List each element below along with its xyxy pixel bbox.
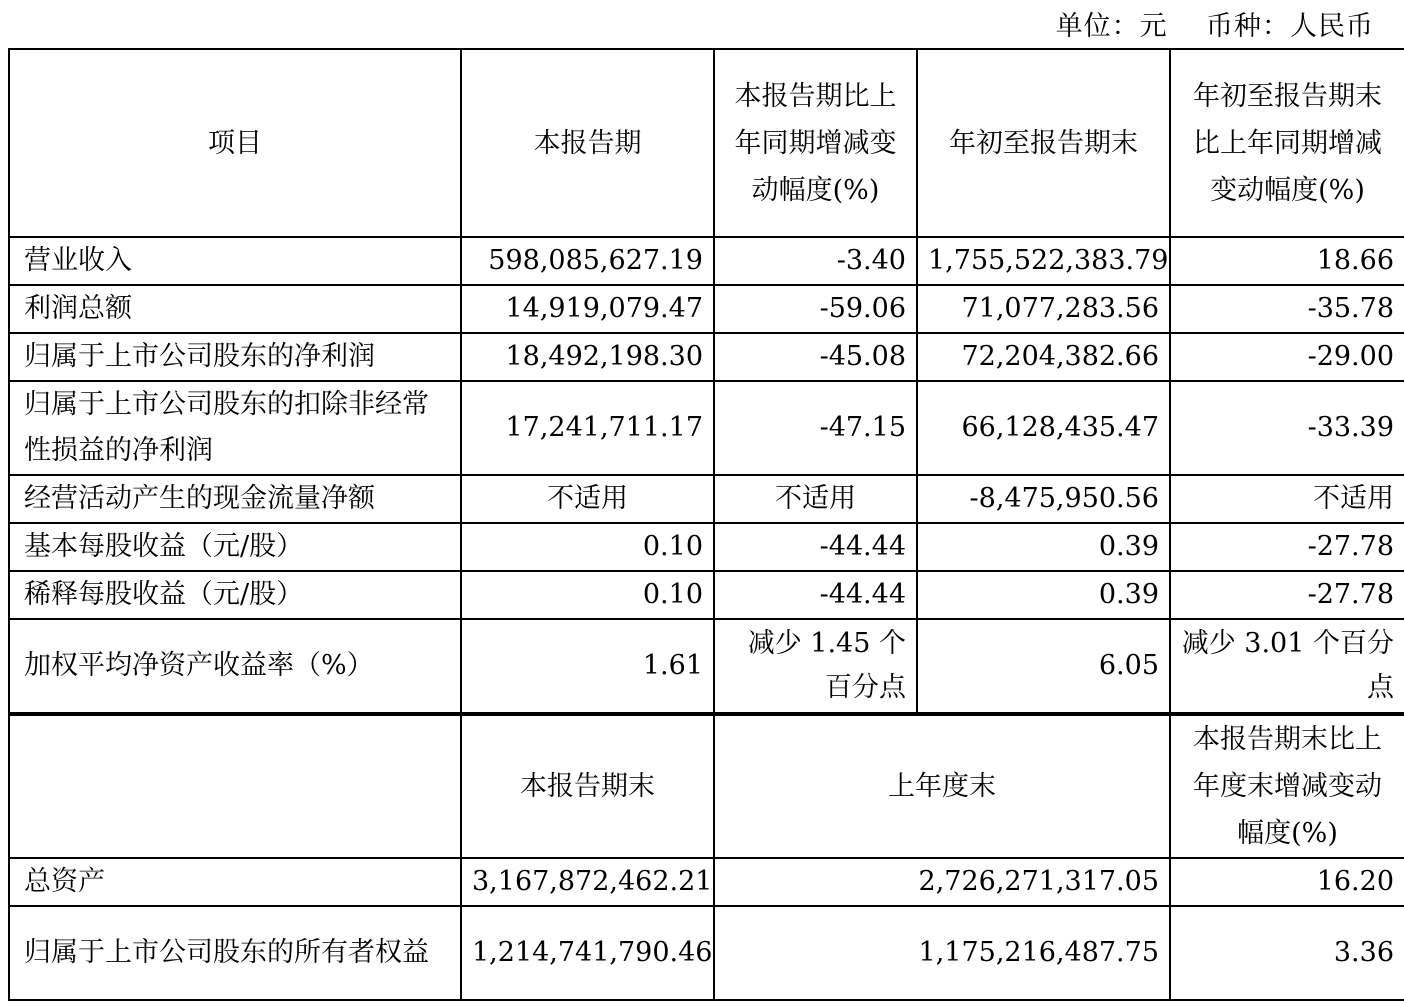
table-row [9, 523, 1404, 571]
header-current-period-end: 本报告期末 [461, 714, 714, 858]
unit-currency-line: 单位：元 币种：人民币 [1055, 11, 1374, 42]
row-label: 总资产 [9, 858, 461, 906]
cell-ytd: 6.05 [917, 619, 1170, 714]
cell-ytd-change: 不适用 [1170, 475, 1404, 523]
cell-current-end: 3,167,872,462.21 [461, 858, 714, 906]
cell-current: 598,085,627.19 [461, 237, 714, 285]
cell-change: 不适用 [714, 475, 917, 523]
cell-ytd-change: -29.00 [1170, 333, 1404, 381]
cell-change: 16.20 [1170, 858, 1404, 906]
row-label: 基本每股收益（元/股） [9, 523, 461, 571]
table-row [9, 906, 1404, 1000]
cell-last-year-end: 2,726,271,317.05 [714, 858, 1170, 906]
cell-ytd-change: -35.78 [1170, 285, 1404, 333]
row-label: 归属于上市公司股东的净利润 [9, 333, 461, 381]
cell-change: -44.44 [714, 523, 917, 571]
header-item-blank [9, 714, 461, 858]
cell-ytd-change: -33.39 [1170, 381, 1404, 475]
cell-ytd: 72,204,382.66 [917, 333, 1170, 381]
row-label: 加权平均净资产收益率（%） [9, 619, 461, 714]
row-label: 稀释每股收益（元/股） [9, 571, 461, 619]
cell-current: 0.10 [461, 571, 714, 619]
header-last-year-end: 上年度末 [714, 714, 1170, 858]
header-period-end-change: 本报告期末比上年度末增减变动幅度(%) [1170, 714, 1404, 858]
cell-current: 18,492,198.30 [461, 333, 714, 381]
header-ytd: 年初至报告期末 [917, 49, 1170, 237]
table-row [9, 333, 1404, 381]
row-label: 利润总额 [9, 285, 461, 333]
table-row [9, 285, 1404, 333]
header-item: 项目 [9, 49, 461, 237]
cell-change: -45.08 [714, 333, 917, 381]
cell-ytd-change: 18.66 [1170, 237, 1404, 285]
cell-change: -59.06 [714, 285, 917, 333]
table-row [9, 475, 1404, 523]
header-ytd-change: 年初至报告期末比上年同期增减变动幅度(%) [1170, 49, 1404, 237]
table-row [9, 619, 1404, 714]
cell-change: -47.15 [714, 381, 917, 475]
cell-change: -44.44 [714, 571, 917, 619]
cell-current-end: 1,214,741,790.46 [461, 906, 714, 1000]
header-row [9, 49, 1404, 237]
cell-change: 3.36 [1170, 906, 1404, 1000]
row-label: 归属于上市公司股东的所有者权益 [9, 906, 461, 1000]
cell-ytd: -8,475,950.56 [917, 475, 1170, 523]
cell-change: -3.40 [714, 237, 917, 285]
cell-ytd: 1,755,522,383.79 [917, 237, 1170, 285]
table-row [9, 237, 1404, 285]
row-label: 营业收入 [9, 237, 461, 285]
financial-data-table [8, 48, 1404, 1001]
cell-change: 减少 1.45 个百分点 [714, 619, 917, 714]
header-current-period: 本报告期 [461, 49, 714, 237]
header-row-balance [9, 714, 1404, 858]
row-label: 归属于上市公司股东的扣除非经常性损益的净利润 [9, 381, 461, 475]
cell-ytd: 66,128,435.47 [917, 381, 1170, 475]
cell-ytd-change: 减少 3.01 个百分点 [1170, 619, 1404, 714]
header-yoy-change: 本报告期比上年同期增减变动幅度(%) [714, 49, 917, 237]
cell-ytd: 71,077,283.56 [917, 285, 1170, 333]
cell-current: 不适用 [461, 475, 714, 523]
cell-current: 14,919,079.47 [461, 285, 714, 333]
cell-current: 1.61 [461, 619, 714, 714]
table-row [9, 858, 1404, 906]
cell-ytd: 0.39 [917, 571, 1170, 619]
table-row [9, 571, 1404, 619]
cell-ytd-change: -27.78 [1170, 523, 1404, 571]
cell-last-year-end: 1,175,216,487.75 [714, 906, 1170, 1000]
cell-current: 0.10 [461, 523, 714, 571]
row-label: 经营活动产生的现金流量净额 [9, 475, 461, 523]
cell-ytd-change: -27.78 [1170, 571, 1404, 619]
cell-ytd: 0.39 [917, 523, 1170, 571]
table-row [9, 381, 1404, 475]
cell-current: 17,241,711.17 [461, 381, 714, 475]
